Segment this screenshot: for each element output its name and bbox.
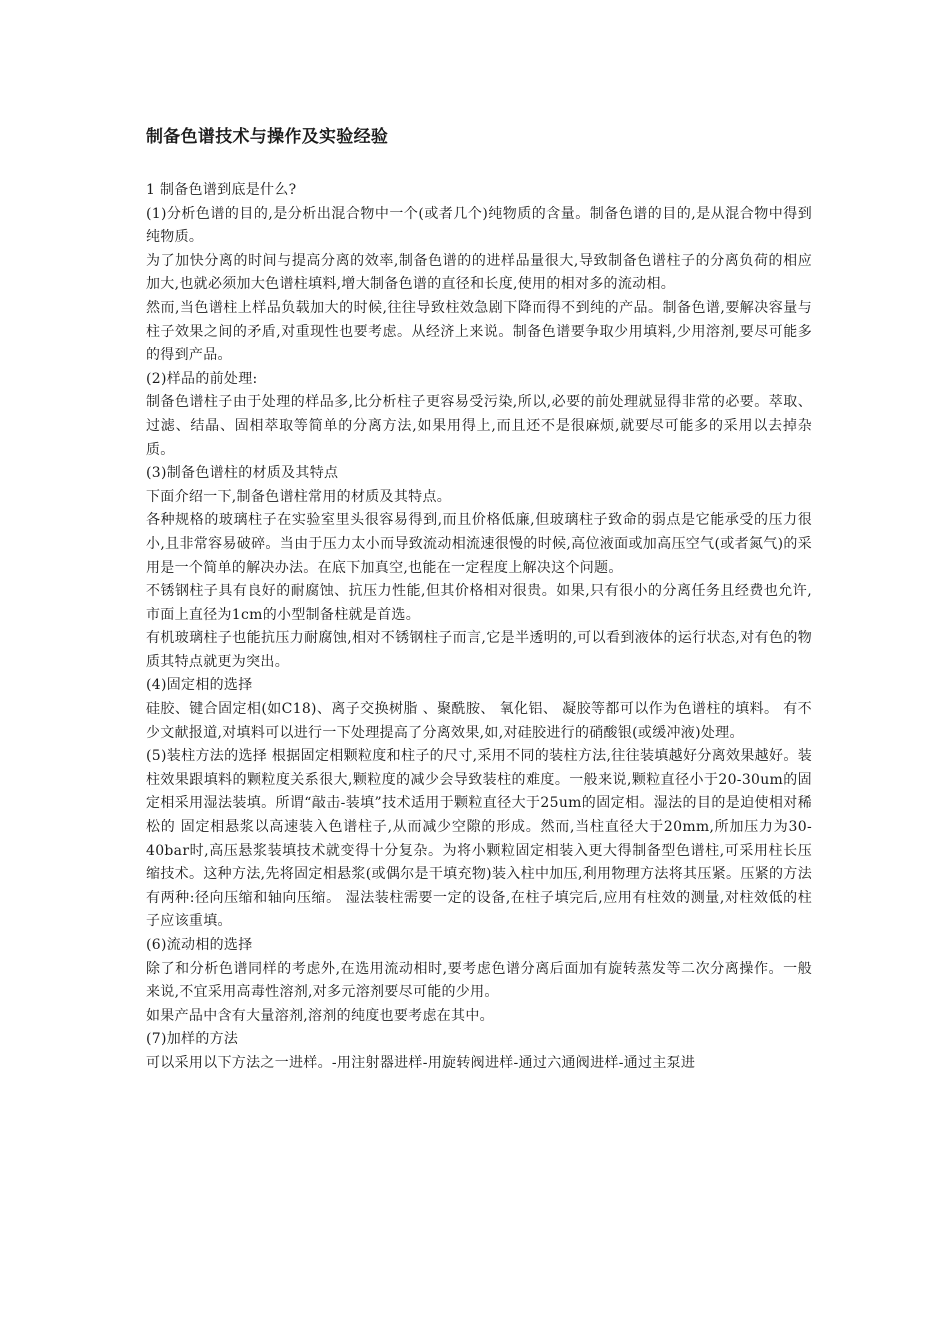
body-paragraph: 下面介绍一下,制备色谱柱常用的材质及其特点。 [146, 488, 452, 505]
body-paragraph: 如果产品中含有大量溶剂,溶剂的纯度也要考虑在其中。 [146, 1007, 494, 1024]
body-paragraph: 有机玻璃柱子也能抗压力耐腐蚀,相对不锈钢柱子而言,它是半透明的,可以看到液体的运行状态,对有色的物质其特点就更为突出。 [146, 630, 812, 670]
body-paragraph: (1)分析色谱的目的,是分析出混合物中一个(或者几个)纯物质的含量。制备色谱的目的,是从混合物中得到纯物质。 [146, 205, 812, 246]
body-paragraph: 除了和分析色谱同样的考虑外,在选用流动相时,要考虑色谱分离后面加有旋转蒸发等二次分离操作。一般来说,不宜采用高毒性溶剂,对多元溶剂要尽可能的少用。 [146, 960, 812, 1001]
section-heading: (7)加样的方法 [146, 1031, 239, 1048]
body-paragraph: 制备色谱柱子由于处理的样品多,比分析柱子更容易受污染,所以,必要的前处理就显得非常的必要。萃取、过滤、结晶、固相萃取等简单的分离方法,如果用得上,而且还不是很麻烦,就要尽可能多的采用以去掉杂质。 [146, 394, 812, 458]
body-paragraph: 可以采用以下方法之一进样。-用注射器进样-用旋转阀进样-通过六通阀进样-通过主泵进 [146, 1054, 696, 1071]
section-heading: (3)制备色谱柱的材质及其特点 [146, 465, 339, 482]
body-paragraph: 不锈钢柱子具有良好的耐腐蚀、抗压力性能,但其价格相对很贵。如果,只有很小的分离任务且经费也允许,市面上直径为1cm的小型制备柱就是首选。 [146, 583, 812, 623]
document-body [146, 179, 812, 1076]
document-title: 制备色谱技术与操作及实验经验 [146, 127, 389, 147]
document-page [146, 118, 812, 1076]
body-paragraph: 硅胶、键合固定相(如C18)、离子交换树脂 、聚酰胺、 氧化铝、 凝胶等都可以作为色谱柱的填料。 有不少文献报道,对填料可以进行一下处理提高了分离效果,如,对硅胶进行的硝酸银(或缓冲液)处理。 [146, 701, 812, 741]
section-heading: (2)样品的前处理: [146, 370, 258, 387]
section-heading: 1 制备色谱到底是什么? [146, 182, 297, 198]
body-paragraph: 各种规格的玻璃柱子在实验室里头很容易得到,而且价格低廉,但玻璃柱子致命的弱点是它能承受的压力很小,且非常容易破碎。当由于压力太小而导致流动相流速很慢的时候,高位液面或加高压空气(或者氮气)的采用是一个简单的解决办法。在底下加真空,也能在一定程度上解决这个问题。 [146, 512, 812, 576]
body-paragraph: 为了加快分离的时间与提高分离的效率,制备色谱的的进样品量很大,导致制备色谱柱子的分离负荷的相应加大,也就必须加大色谱柱填料,增大制备色谱的直径和长度,使用的相对多的流动相。 [146, 252, 812, 293]
section-heading: (4)固定相的选择 [146, 677, 253, 694]
body-paragraph: 然而,当色谱柱上样品负载加大的时候,往往导致柱效急剧下降而得不到纯的产品。制备色谱,要解决容量与柱子效果之间的矛盾,对重现性也要考虑。从经济上来说。制备色谱要争取少用填料,少用溶剂,要尽可能多的得到产品。 [146, 299, 812, 364]
section-heading: (6)流动相的选择 [146, 937, 253, 953]
body-paragraph: (5)装柱方法的选择 根据固定相颗粒度和柱子的尺寸,采用不同的装柱方法,往往装填越好分离效果越好。装柱效果跟填料的颗粒度关系很大,颗粒度的减少会导致装柱的难度。一般来说,颗粒直径小于20-30um的固定相采用湿法装填。所谓“敲击-装填”技术适用于颗粒直径大于25um的固定相。湿法的目的是迫使相对稀松的 固定相悬浆以高速装入色谱柱子,从而减少空隙的形成。然而,当柱直径大于20mm,所加压力为30-40bar时,高压悬浆装填技术就变得十分复杂。为将小颗粒固定相装入更大得制备型色谱柱,可采用柱长压缩技术。这种方法,先将固定相悬浆(或偶尔是干填充物)装入柱中加压,利用物理方法将其压紧。压紧的方法有两种:径向压缩和轴向压缩。 湿法装柱需要一定的设备,在柱子填完后,应用有柱效的测量,对柱效低的柱子应该重填。 [146, 748, 812, 930]
